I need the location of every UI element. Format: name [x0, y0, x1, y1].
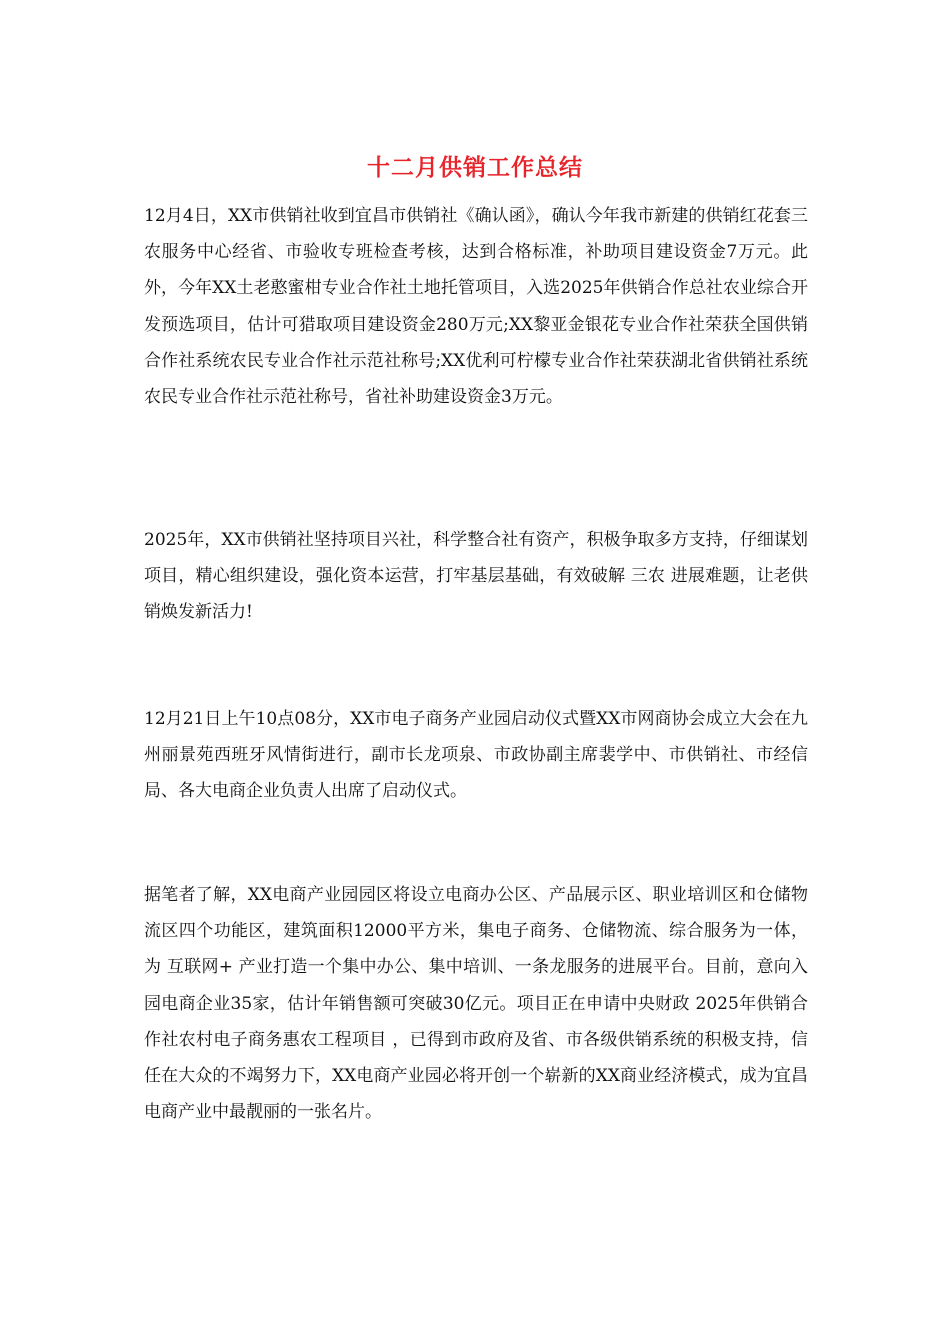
paragraph-4: 据笔者了解，XX电商产业园园区将设立电商办公区、产品展示区、职业培训区和仓储物流区四个功能区，建筑面积12000平方米，集电子商务、仓储物流、综合服务为一体，为 互联网+ 产业打造一个集中办公、集中培训、一条龙服务的进展平台。目前，意向入园电商企业35家，估计年销售额可突破30亿元。项目正在申请中央财政 2025年供销合作社农村电子商务惠农工程项目 ，已得到市政府及省、市各级供销系统的积极支持，信任在大众的不竭努力下，XX电商产业园必将开创一个崭新的XX商业经济模式，成为宜昌电商产业中最靓丽的一张名片。: [144, 885, 808, 1123]
paragraph-1: 12月4日，XX市供销社收到宜昌市供销社《确认函》，确认今年我市新建的供销红花套三农服务中心经省、市验收专班检查考核，达到合格标准，补助项目建设资金7万元。此外，今年XX土老憨蜜柑专业合作社土地托管项目，入选2025年供销合作总社农业综合开发预选项目，估计可猎取项目建设资金280万元;XX黎亚金银花专业合作社荣获全国供销合作社系统农民专业合作社示范社称号;XX优利可柠檬专业合作社荣获湖北省供销社系统农民专业合作社示范社称号，省社补助建设资金3万元。: [144, 206, 808, 408]
paragraph-3: 12月21日上午10点08分，XX市电子商务产业园启动仪式暨XX市网商协会成立大会在九州丽景苑西班牙风情街进行，副市长龙项泉、市政协副主席裴学中、市供销社、市经信局、各大电商企业负责人出席了启动仪式。: [144, 709, 808, 802]
paragraph-2: 2025年，XX市供销社坚持项目兴社，科学整合社有资产，积极争取多方支持，仔细谋划项目，精心组织建设，强化资本运营，打牢基层基础，有效破解 三农 进展难题，让老供销焕发新活力!: [144, 530, 808, 623]
document-title: 十二月供销工作总结: [367, 154, 583, 181]
